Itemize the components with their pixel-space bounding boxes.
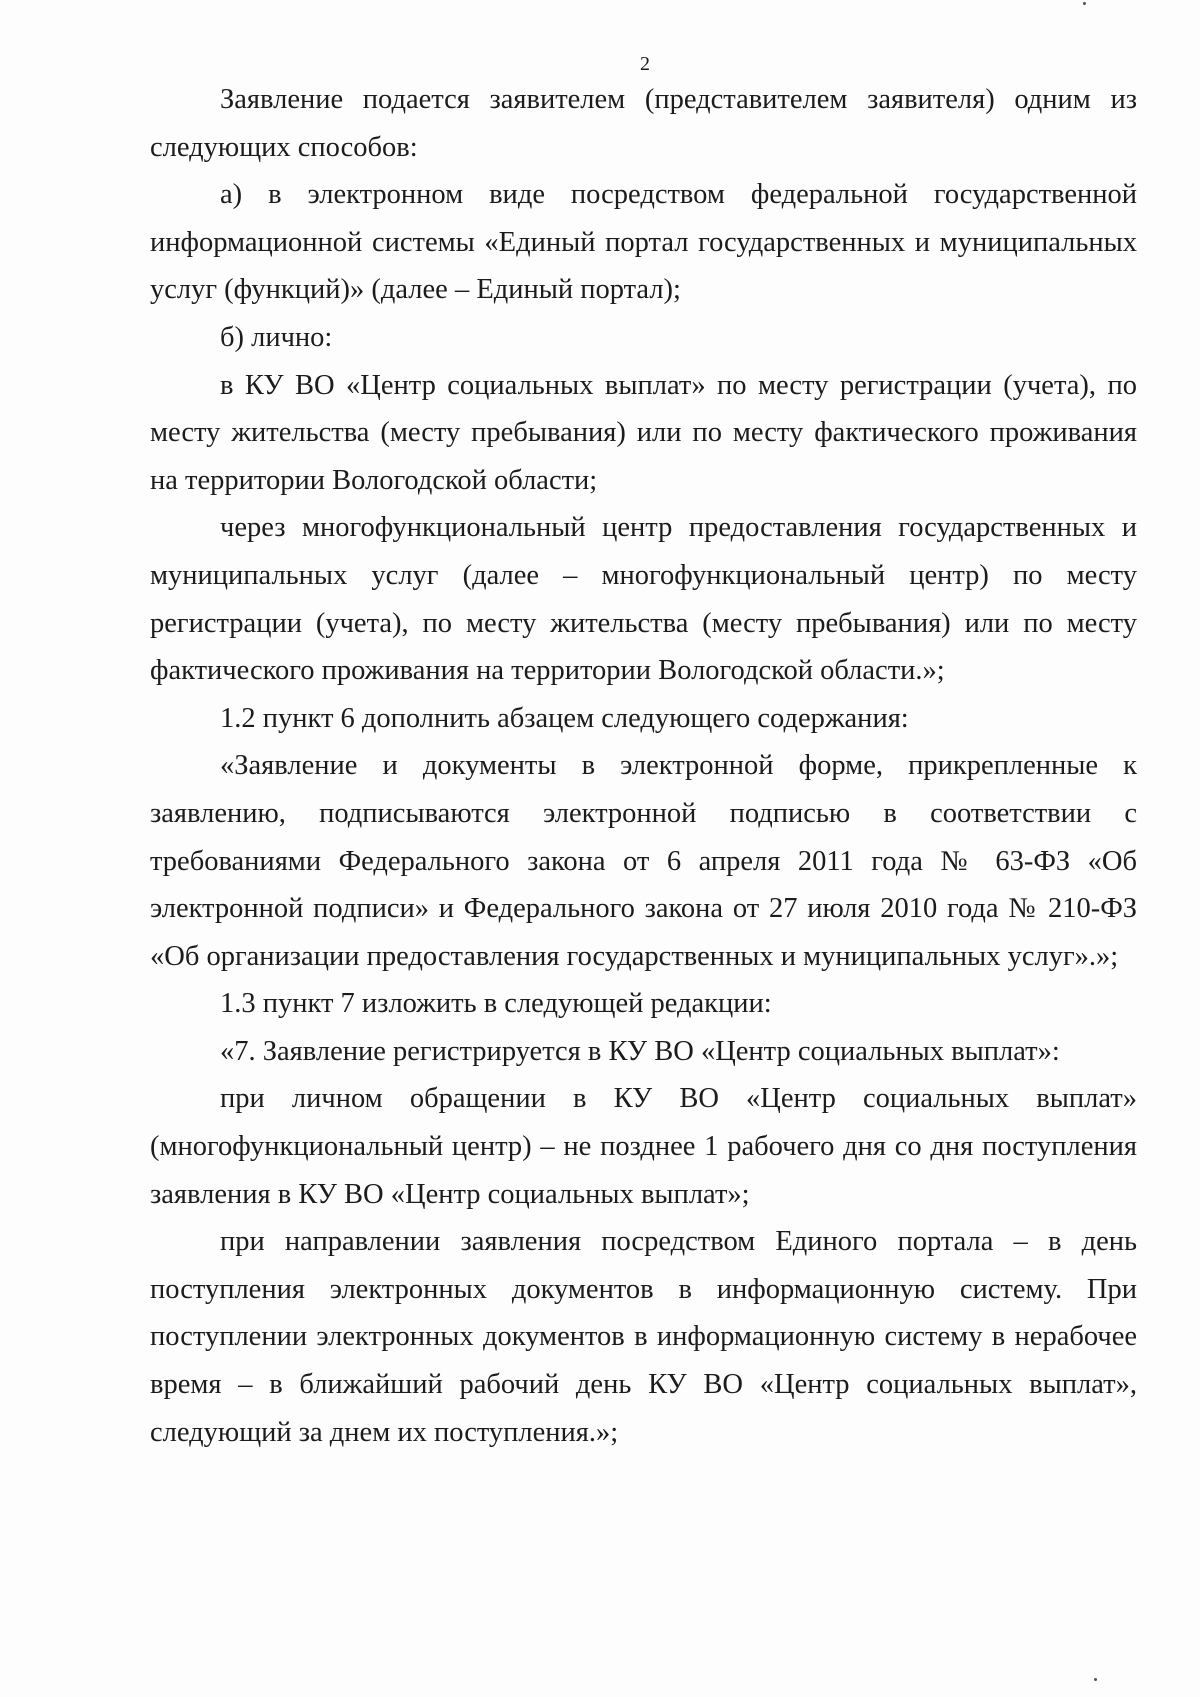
paragraph-social-payments-center: в КУ ВО «Центр социальных выплат» по месту регистрации (учета), по месту жительства (месту пребывания) или по месту фактического проживания на территории Вологодской области;: [150, 369, 1137, 496]
document-body: [150, 76, 1137, 1456]
paragraph-option-a-electronic: а) в электронном виде посредством федеральной государственной информационной системы «Единый портал государственных и муниципальных услуг (функций)» (далее – Единый портал);: [150, 179, 1137, 306]
page-number: 2: [640, 53, 650, 75]
paragraph-registration-rule: «7. Заявление регистрируется в КУ ВО «Центр социальных выплат»:: [220, 1035, 1060, 1067]
paragraph-multifunctional-center: через многофункциональный центр предоставления государственных и муниципальных услуг (далее – многофункциональный центр) по месту регистрации (учета), по месту жительства (месту пребывания) или по месту фактического проживания на территории Вологодской области.»;: [150, 512, 1137, 687]
scan-speck: [1083, 2, 1086, 5]
paragraph-portal-submission: при направлении заявления посредством Единого портала – в день поступления электронных документов в информационную систему. При поступлении электронных документов в информационную систему в нерабочее время – в ближайший рабочий день КУ ВО «Центр социальных выплат», следующий за днем их поступления.»;: [150, 1226, 1137, 1448]
paragraph-submission-methods: Заявление подается заявителем (представителем заявителя) одним из следующих способов:: [150, 84, 1137, 163]
paragraph-personal-visit: при личном обращении в КУ ВО «Центр социальных выплат» (многофункциональный центр) – не позднее 1 рабочего дня со дня поступления заявления в КУ ВО «Центр социальных выплат»;: [150, 1083, 1137, 1210]
paragraph-item-1-2: 1.2 пункт 6 дополнить абзацем следующего содержания:: [220, 702, 909, 734]
paragraph-item-1-3: 1.3 пункт 7 изложить в следующей редакции:: [220, 988, 772, 1020]
paragraph-electronic-signature: «Заявление и документы в электронной форме, прикрепленные к заявлению, подписываются электронной подписью в соответствии с требованиями Федерального закона от 6 апреля 2011 года № 63-ФЗ «Об электронной подписи» и Федерального закона от 27 июля 2010 года № 210-ФЗ «Об организации предоставления государственных и муниципальных услуг».»;: [150, 750, 1137, 972]
scan-speck: [1094, 1678, 1097, 1681]
paragraph-option-b-in-person: б) лично:: [220, 321, 333, 353]
